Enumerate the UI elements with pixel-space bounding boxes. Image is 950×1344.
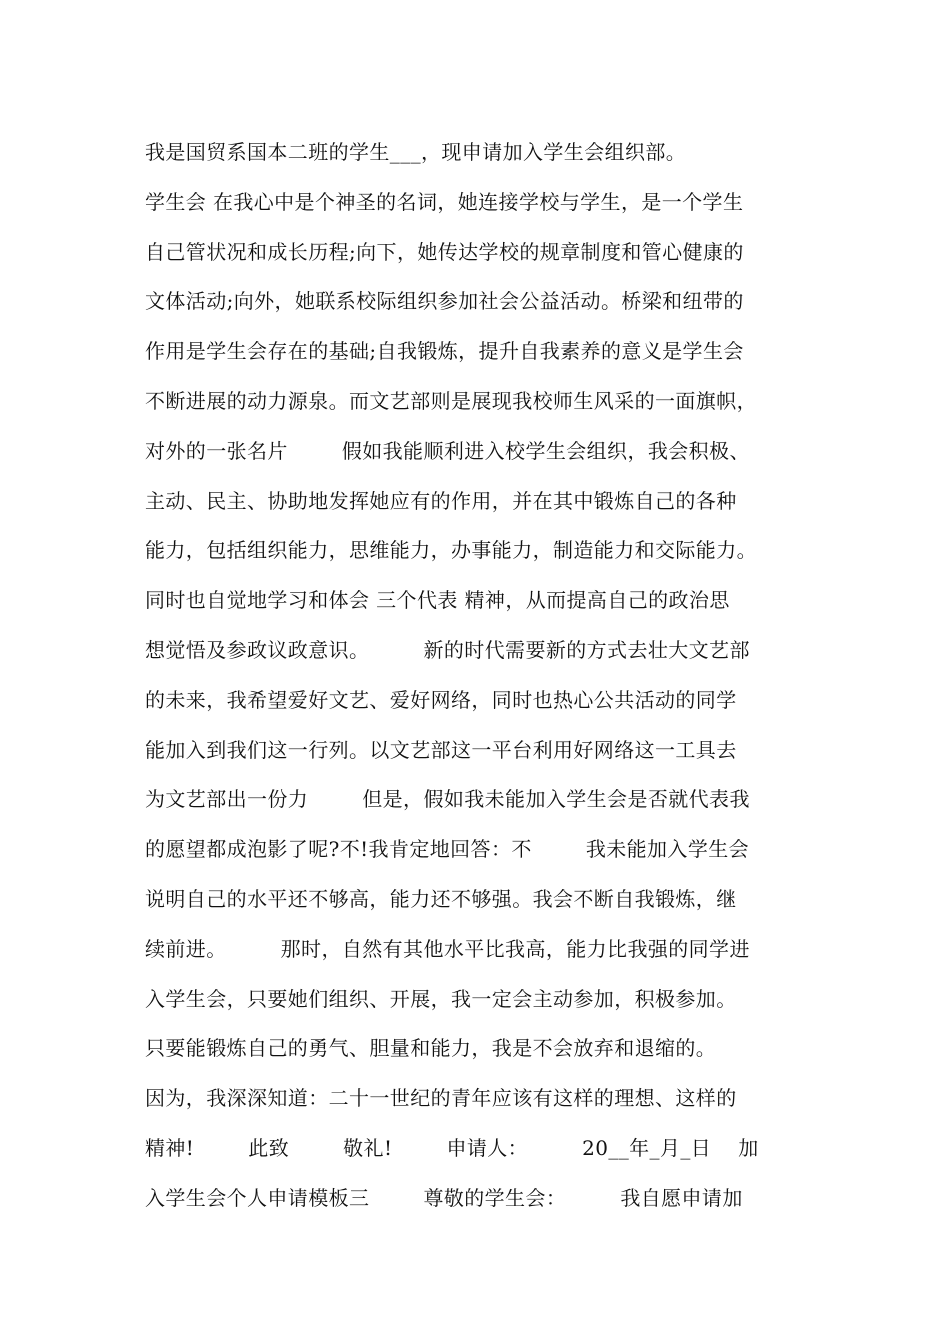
text-line: 主动、民主、协助地发挥她应有的作用，并在其中锻炼自己的各种 [145,488,737,513]
text-line: 续前进。 那时，自然有其他水平比我高，能力比我强的同学进 [145,936,750,961]
text-line: 的愿望都成泡影了呢?不!我肯定地回答：不 我未能加入学生会 [145,837,750,862]
text-line: 我是国贸系国本二班的学生___，现申请加入学生会组织部。 [145,140,687,164]
document-body [145,128,825,1224]
text-line: 学生会 在我心中是个神圣的名词，她连接学校与学生，是一个学生 [145,189,744,214]
text-line: 自己管状况和成长历程;向下，她传达学校的规章制度和管心健康的 [145,239,744,264]
text-line: 说明自己的水平还不够高，能力还不够强。我会不断自我锻炼，继 [145,886,737,911]
text-line: 能力，包括组织能力，思维能力，办事能力，制造能力和交际能力。 [145,538,757,563]
text-line: 想觉悟及参政议政意识。 新的时代需要新的方式去壮大文艺部 [145,637,750,662]
text-line: 因为，我深深知道：二十一世纪的青年应该有这样的理想、这样的 [145,1086,737,1111]
text-line: 的未来，我希望爱好文艺、爱好网络，同时也热心公共活动的同学 [145,687,737,712]
text-line: 不断进展的动力源泉。而文艺部则是展现我校师生风采的一面旗帜， [145,388,757,413]
text-line: 同时也自觉地学习和体会 三个代表 精神，从而提高自己的政治思 [145,588,730,613]
text-line: 作用是学生会存在的基础;自我锻炼，提升自我素养的意义是学生会 [145,339,744,364]
text-line: 能加入到我们这一行列。以文艺部这一平台利用好网络这一工具去 [145,737,737,762]
text-line: 只要能锻炼自己的勇气、胆量和能力，我是不会放弃和退缩的。 [145,1036,717,1061]
text-line: 入学生会个人申请模板三 尊敬的学生会： 我自愿申请加 [145,1185,743,1210]
text-line: 入学生会，只要她们组织、开展，我一定会主动参加，积极参加。 [145,986,737,1011]
text-line: 精神! 此致 敬礼! 申请人： 20__年_月_日 加 [145,1135,759,1160]
text-line: 对外的一张名片 假如我能顺利进入校学生会组织，我会积极、 [145,438,750,463]
text-line: 为文艺部出一份力 但是，假如我未能加入学生会是否就代表我 [145,787,750,812]
text-line: 文体活动;向外，她联系校际组织参加社会公益活动。桥梁和纽带的 [145,289,744,314]
